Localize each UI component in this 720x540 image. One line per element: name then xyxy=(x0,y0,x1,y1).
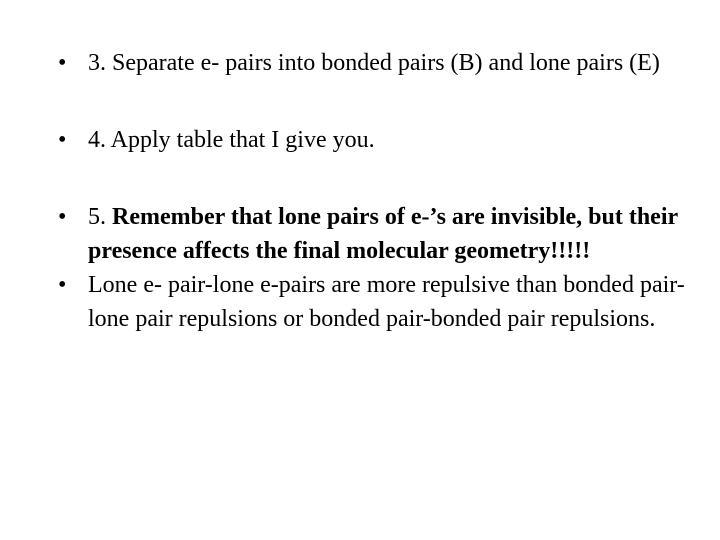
bullet-emphasis: Remember that lone pairs of e-’s are invisible, but their presence affects the final molecular geometry!!!!! xyxy=(88,204,678,264)
bullet-dot: • xyxy=(58,272,67,298)
bullet-item-lone-pairs xyxy=(56,268,696,336)
bullet-text: Lone e- pair-lone e-pairs are more repulsive than bonded pair-lone pair repulsions or bonded pair-bonded pair repulsions. xyxy=(88,272,685,332)
bullet-dot: • xyxy=(58,127,67,153)
bullet-text: 3. Separate e- pairs into bonded pairs (B) and lone pairs (E) xyxy=(88,50,660,76)
bullet-dot: • xyxy=(58,204,67,230)
bullet-text: 4. Apply table that I give you. xyxy=(88,127,375,153)
bullet-item-3 xyxy=(56,46,696,80)
bullet-prefix: 5. xyxy=(88,204,112,230)
bullet-dot: • xyxy=(58,50,67,76)
bullet-item-5 xyxy=(56,200,696,268)
bullet-item-4 xyxy=(56,123,696,157)
bullet-list xyxy=(56,46,696,336)
